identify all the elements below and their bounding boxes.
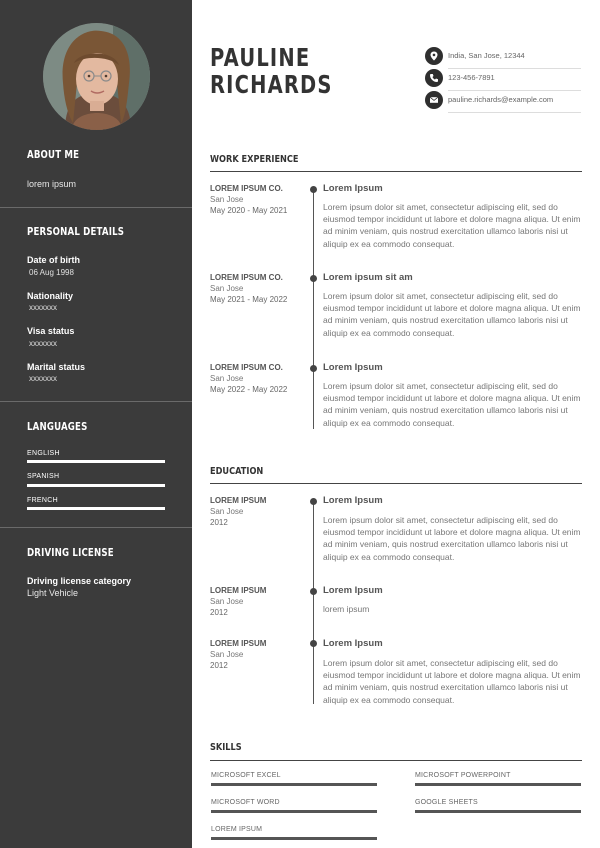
work-description: Lorem ipsum dolor sit amet, consectetur adipiscing elit, sed do eiusmod tempor incididunt ut labore et dolore magna aliqua. Ut enim ad minim veniam, quis nostrud exercitation ullamco laboris nisi ut aliquip ex ea commodo consequat.	[323, 381, 581, 428]
driving-license-label: Driving license category	[27, 576, 132, 586]
skill-level-bar	[415, 783, 581, 786]
section-rule	[210, 171, 582, 172]
education-description: Lorem ipsum dolor sit amet, consectetur adipiscing elit, sed do eiusmod tempor incididunt ut labore et dolore magna aliqua. Ut enim ad minim veniam, quis nostrud exercitation ullamco laboris nisi ut aliquip ex ea commodo consequat.	[323, 658, 581, 705]
about-text: lorem ipsum	[27, 179, 77, 189]
sidebar	[0, 0, 192, 848]
work-title: Lorem Ipsum	[323, 183, 383, 194]
languages-heading: LANGUAGES	[27, 421, 88, 433]
divider	[0, 401, 192, 402]
work-org: LOREM IPSUM CO.	[210, 273, 283, 282]
divider	[0, 207, 192, 208]
phone-icon	[425, 69, 443, 87]
skill-name: MICROSOFT EXCEL	[211, 772, 281, 779]
marital-status-value: xxxxxxx	[29, 374, 57, 383]
timeline-dot	[310, 275, 317, 282]
education-org: LOREM IPSUM	[210, 586, 267, 595]
education-description: lorem ipsum	[323, 604, 370, 614]
section-rule	[210, 483, 582, 484]
education-dates: 2012	[210, 608, 228, 617]
address-text: India, San Jose, 12344	[448, 51, 525, 60]
divider	[0, 527, 192, 528]
language-level-bar	[27, 460, 165, 463]
contact-phone	[425, 69, 581, 91]
about-heading: ABOUT ME	[27, 149, 80, 161]
marital-status-label: Marital status	[27, 362, 86, 372]
work-dates: May 2022 - May 2022	[210, 385, 288, 394]
education-location: San Jose	[210, 507, 244, 516]
personal-details-heading: PERSONAL DETAILS	[27, 226, 125, 238]
skill-name: MICROSOFT POWERPOINT	[415, 772, 511, 779]
email-text[interactable]: pauline.richards@example.com	[448, 95, 554, 104]
timeline-dot	[310, 186, 317, 193]
email-icon	[425, 91, 443, 109]
timeline-dot	[310, 365, 317, 372]
education-heading: EDUCATION	[210, 466, 264, 477]
timeline-dot	[310, 640, 317, 647]
timeline-dot	[310, 498, 317, 505]
location-pin-icon	[425, 47, 443, 65]
education-org: LOREM IPSUM	[210, 639, 267, 648]
work-experience-heading: WORK EXPERIENCE	[210, 154, 299, 165]
work-org: LOREM IPSUM CO.	[210, 363, 283, 372]
skill-level-bar	[211, 810, 377, 813]
skill-name: MICROSOFT WORD	[211, 799, 280, 806]
education-timeline-line	[313, 500, 314, 704]
skills-heading: SKILLS	[210, 742, 242, 753]
driving-license-heading: DRIVING LICENSE	[27, 547, 114, 559]
education-location: San Jose	[210, 597, 244, 606]
language-name: SPANISH	[27, 473, 60, 480]
contact-address	[425, 47, 581, 69]
dob-value: 06 Aug 1998	[29, 268, 74, 277]
work-location: San Jose	[210, 284, 244, 293]
driving-license-value: Light Vehicle	[27, 588, 79, 598]
work-dates: May 2021 - May 2022	[210, 295, 288, 304]
phone-text: 123-456-7891	[448, 73, 495, 82]
section-rule	[210, 760, 582, 761]
language-level-bar	[27, 484, 165, 487]
candidate-name	[210, 44, 333, 98]
nationality-value: xxxxxxx	[29, 303, 57, 312]
profile-photo	[43, 23, 150, 130]
work-title: Lorem Ipsum	[323, 362, 383, 373]
work-dates: May 2020 - May 2021	[210, 206, 288, 215]
work-org: LOREM IPSUM CO.	[210, 184, 283, 193]
language-name: ENGLISH	[27, 450, 60, 457]
skill-level-bar	[211, 783, 377, 786]
education-title: Lorem Ipsum	[323, 638, 383, 649]
education-location: San Jose	[210, 650, 244, 659]
skill-level-bar	[211, 837, 377, 840]
work-timeline-line	[313, 189, 314, 429]
timeline-dot	[310, 588, 317, 595]
visa-status-label: Visa status	[27, 326, 75, 336]
last-name: RICHARDS	[210, 70, 333, 99]
contact-email	[425, 91, 581, 113]
education-title: Lorem Ipsum	[323, 495, 383, 506]
education-dates: 2012	[210, 518, 228, 527]
work-description: Lorem ipsum dolor sit amet, consectetur adipiscing elit, sed do eiusmod tempor incididunt ut labore et dolore magna aliqua. Ut enim ad minim veniam, quis nostrud exercitation ullamco laboris nisi ut aliquip ex ea commodo consequat.	[323, 291, 581, 338]
skill-name: GOOGLE SHEETS	[415, 799, 478, 806]
visa-status-value: xxxxxxx	[29, 339, 57, 348]
nationality-label: Nationality	[27, 291, 74, 301]
skill-level-bar	[415, 810, 581, 813]
education-org: LOREM IPSUM	[210, 496, 267, 505]
work-description: Lorem ipsum dolor sit amet, consectetur adipiscing elit, sed do eiusmod tempor incididunt ut labore et dolore magna aliqua. Ut enim ad minim veniam, quis nostrud exercitation ullamco laboris nisi ut aliquip ex ea commodo consequat.	[323, 202, 581, 249]
divider	[448, 112, 581, 113]
skill-name: LOREM IPSUM	[211, 826, 263, 833]
work-location: San Jose	[210, 195, 244, 204]
education-description: Lorem ipsum dolor sit amet, consectetur adipiscing elit, sed do eiusmod tempor incididunt ut labore et dolore magna aliqua. Ut enim ad minim veniam, quis nostrud exercitation ullamco laboris nisi ut aliquip ex ea commodo consequat.	[323, 515, 581, 562]
first-name: PAULINE	[210, 43, 311, 72]
work-title: Lorem ipsum sit am	[323, 272, 413, 283]
education-dates: 2012	[210, 661, 228, 670]
dob-label: Date of birth	[27, 255, 80, 265]
education-title: Lorem Ipsum	[323, 585, 383, 596]
work-location: San Jose	[210, 374, 244, 383]
language-name: FRENCH	[27, 497, 58, 504]
language-level-bar	[27, 507, 165, 510]
